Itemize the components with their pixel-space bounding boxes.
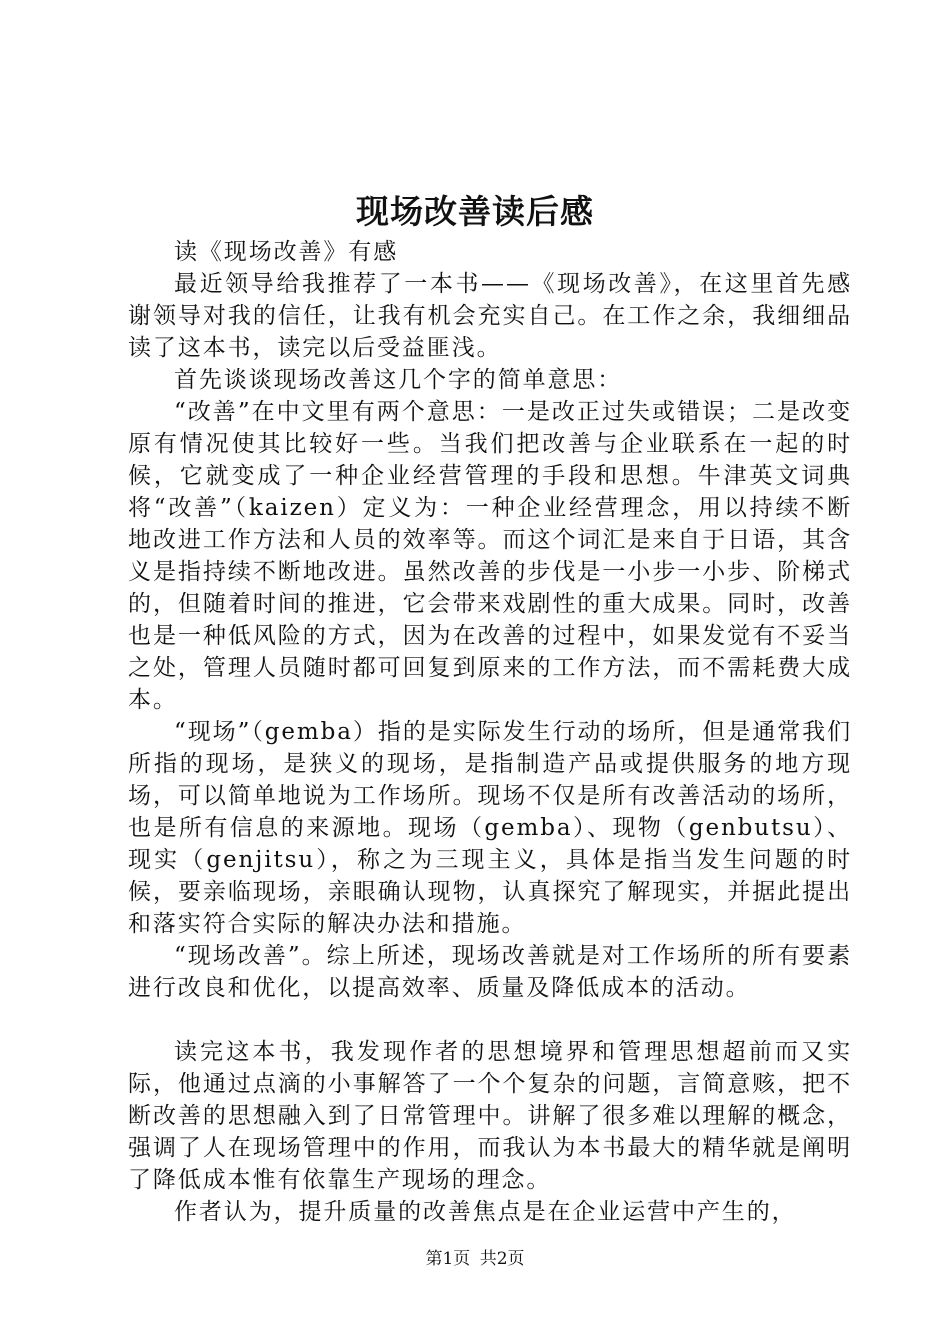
meaning-intro-paragraph: 首先谈谈现场改善这几个字的简单意思：: [174, 367, 623, 393]
summary-paragraph: “现场改善”。综上所述，现场改善就是对工作场所的所有要素进行改良和优化，以提高效率、质量及降低成本的活动。: [128, 943, 852, 1001]
page-number: 第1页: [425, 1249, 471, 1269]
document-title: 现场改善读后感: [356, 192, 594, 231]
author-view-paragraph: 作者认为，提升质量的改善焦点是在企业运营中产生的，: [174, 1199, 797, 1225]
page-total: 共2页: [479, 1249, 525, 1269]
subtitle-paragraph: 读《现场改善》有感: [174, 239, 399, 265]
page-footer: [0, 1244, 950, 1269]
gemba-paragraph: “现场”（gemba）指的是实际发生行动的场所，但是通常我们所指的现场，是狭义的现场，是指制造产品或提供服务的地方现场，可以简单地说为工作场所。现场不仅是所有改善活动的场所，也是所有信息的来源地。现场（gemba）、现物（genbutsu）、现实（genjitsu），称之为三现主义，具体是指当发生问题的时候，要亲临现场，亲眼确认现物，认真探究了解现实，并据此提出和落实符合实际的解决办法和措施。: [128, 719, 852, 937]
reflection-paragraph: 读完这本书，我发现作者的思想境界和管理思想超前而又实际，他通过点滴的小事解答了一个个复杂的问题，言简意赅，把不断改善的思想融入到了日常管理中。讲解了很多难以理解的概念，强调了人在现场管理中的作用，而我认为本书最大的精华就是阐明了降低成本惟有依靠生产现场的理念。: [128, 1039, 852, 1193]
document-body: [128, 236, 852, 1228]
kaizen-paragraph: “改善”在中文里有两个意思：一是改正过失或错误；二是改变原有情况使其比较好一些。当我们把改善与企业联系在一起的时候，它就变成了一种企业经营管理的手段和思想。牛津英文词典将“改善”（kaizen）定义为：一种企业经营理念，用以持续不断地改进工作方法和人员的效率等。而这个词汇是来自于日语，其含义是指持续不断地改进。虽然改善的步伐是一小步一小步、阶梯式的，但随着时间的推进，它会带来戏剧性的重大成果。同时，改善也是一种低风险的方式，因为在改善的过程中，如果发觉有不妥当之处，管理人员随时都可回复到原来的工作方法，而不需耗费大成本。: [128, 399, 852, 713]
intro-paragraph: 最近领导给我推荐了一本书——《现场改善》，在这里首先感谢领导对我的信任，让我有机会充实自己。在工作之余，我细细品读了这本书，读完以后受益匪浅。: [128, 271, 852, 361]
